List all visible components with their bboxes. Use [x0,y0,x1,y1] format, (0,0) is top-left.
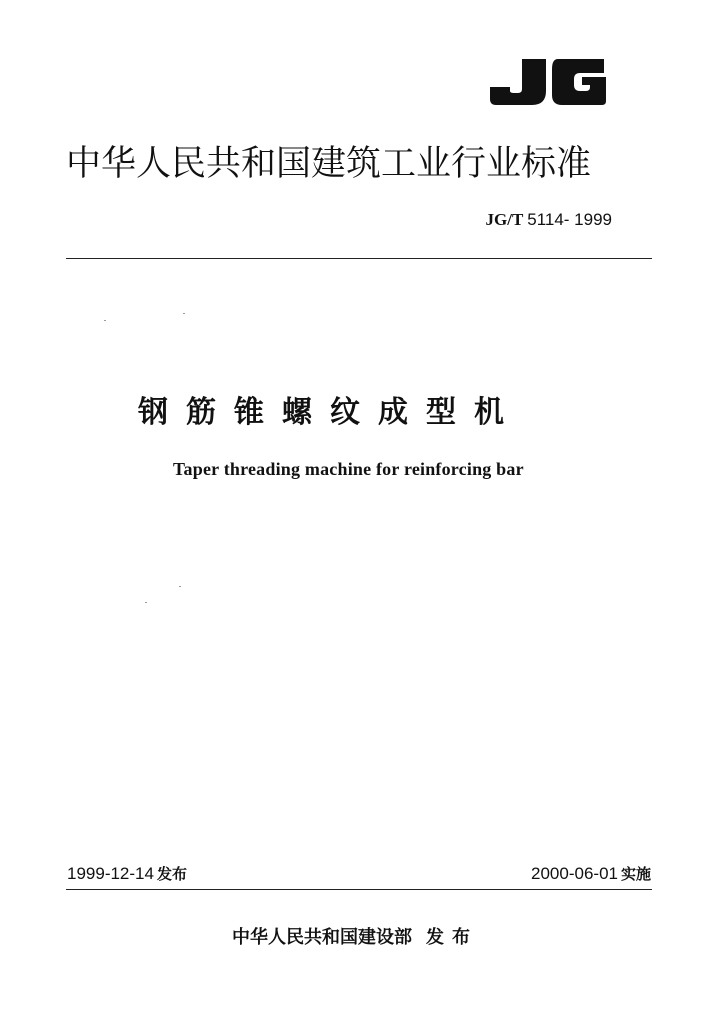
publisher-action: 发布 [426,927,478,948]
issue-date-value: 1999-12-14 [67,864,154,883]
publisher-name: 中华人民共和国建设部 [232,927,412,948]
standard-number-prefix: JG/T [485,210,523,229]
jg-logo [488,57,608,107]
scan-speck [145,602,147,603]
document-title-chinese: 钢筋锥螺纹成型机 [138,395,522,430]
issue-date-label: 发布 [156,865,187,883]
top-divider [66,258,652,259]
scan-speck [179,586,181,587]
implementation-date-value: 2000-06-01 [531,864,618,883]
implementation-date-label: 实施 [620,865,651,883]
jg-logo-graphic [488,57,608,107]
scan-speck [104,320,106,321]
document-title-english: Taper threading machine for reinforcing bar [173,459,524,479]
bottom-divider [66,889,652,890]
standard-number-value: 5114- 1999 [527,210,612,229]
publisher [232,923,478,949]
standard-number [486,210,613,230]
standard-category-title: 中华人民共和国建筑工业行业标准 [66,144,592,184]
scan-speck [183,313,185,314]
issue-date [67,863,187,884]
implementation-date [531,863,651,884]
